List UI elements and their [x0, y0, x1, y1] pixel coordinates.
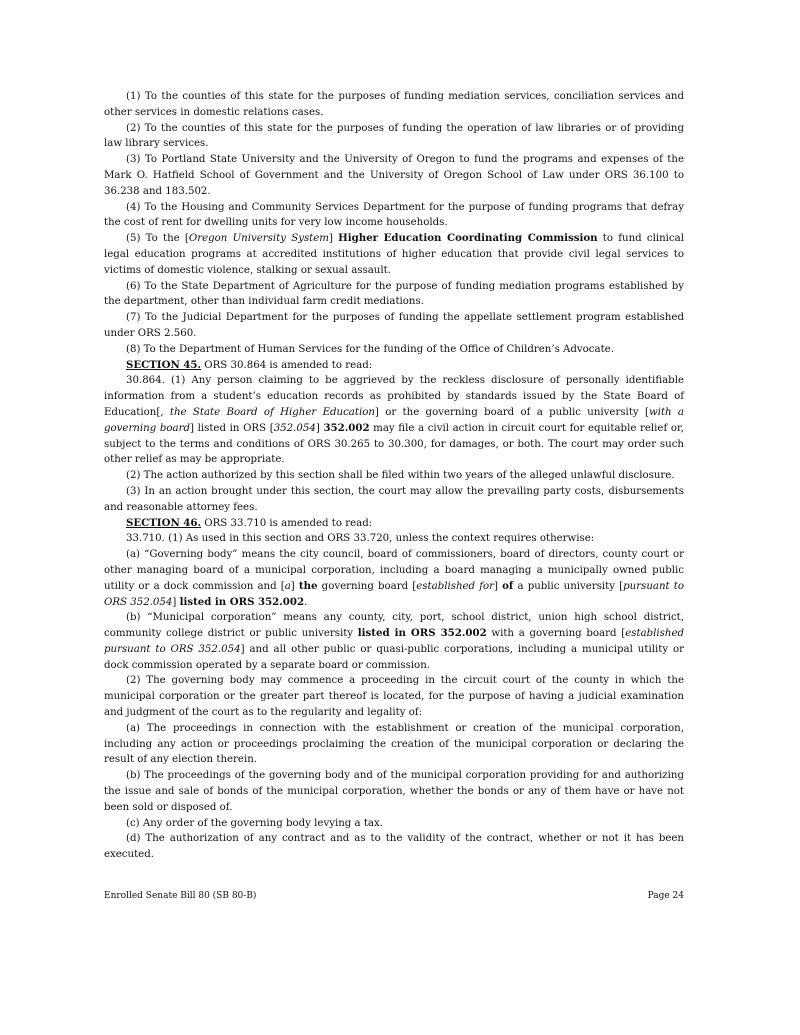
footer-page-number: Page 24 [647, 891, 684, 901]
text-segment: the State Board of Higher Education [169, 406, 375, 418]
text-segment: a public university [ [513, 580, 624, 592]
text-segment: (7) To the Judicial Department for the purposes of funding the appellate settlement program established under ORS 2.560. [104, 312, 684, 339]
text-segment: pursuant to ORS 352.054 [104, 580, 684, 608]
paragraph-p16 [104, 610, 684, 673]
text-segment: (b) “Municipal corporation” means any county, city, port, school district, union high school district, community college district or public university [104, 612, 684, 640]
text-segment: with a governing board [104, 406, 684, 434]
text-segment: (a) “Governing body” means the city council, board of commissioners, board of directors, county court or other managing board of a municipal corporation, including a board managing a municipally owned public utility or a dock commission and [ [104, 549, 684, 592]
paragraph-p8 [104, 342, 684, 358]
text-segment: (c) Any order of the governing body levying a tax. [126, 817, 383, 829]
text-segment: (4) To the Housing and Community Services Department for the purpose of funding programs that defray the cost of rent for dwelling units for very low income households. [104, 201, 684, 229]
text-segment: (8) To the Department of Human Services for the funding of the Office of Children’s Advocate. [126, 343, 614, 355]
section-heading: SECTION 46. [126, 516, 202, 529]
paragraph-p5 [104, 231, 684, 278]
text-segment: to fund clinical legal education programs at accredited institutions of higher education that provide civil legal services to victims of domestic violence, stalking or sexual assault. [104, 233, 684, 276]
paragraph-p7 [104, 310, 684, 342]
paragraph-p3 [104, 152, 684, 199]
text-segment: Oregon University System [188, 233, 329, 245]
text-segment: 30.864. (1) Any person claiming to be aggrieved by the reckless disclosure of personally identifiable information from a student’s education records as prohibited by standards issued by the State Board of Education[, [104, 375, 684, 418]
text-segment: ORS 33.710 is amended to read: [201, 517, 373, 529]
text-segment: (6) To the State Department of Agriculture for the purpose of funding mediation programs established by the department, other than individual farm credit mediations. [104, 280, 684, 308]
paragraph-p13 [104, 516, 684, 532]
text-segment: ORS 30.864 is amended to read: [201, 359, 373, 371]
text-segment: ] [315, 422, 324, 434]
paragraph-p2 [104, 121, 684, 153]
text-segment: 352.054 [273, 422, 316, 434]
text-segment: ] [290, 580, 299, 592]
text-segment: . [304, 596, 308, 608]
text-segment: ] listed in ORS [ [189, 422, 274, 434]
text-segment: (5) To the [ [126, 233, 189, 245]
paragraph-p12 [104, 484, 684, 516]
paragraph-p6 [104, 279, 684, 311]
paragraph-p1 [104, 89, 684, 121]
text-segment: of [502, 579, 514, 592]
text-segment: the [298, 579, 318, 592]
paragraph-p19 [104, 768, 684, 815]
paragraph-p9 [104, 358, 684, 374]
text-segment: ] or the governing board of a public university [ [374, 406, 649, 418]
text-segment: ] and all other public or quasi-public corporations, including a municipal utility or dock commission operated by a separate board or commission. [104, 643, 685, 671]
paragraph-p15 [104, 547, 684, 610]
text-segment: (d) The authorization of any contract and as to the validity of the contract, whether or not it has been executed. [104, 833, 684, 861]
paragraph-p21 [104, 831, 684, 863]
paragraph-p18 [104, 721, 684, 768]
text-segment: listed in ORS 352.002 [179, 595, 305, 608]
text-segment: established for [416, 580, 495, 592]
text-segment: (b) The proceedings of the governing body and of the municipal corporation providing for and authorizing the issue and sale of bonds of the municipal corporation, whether the bonds or any of them have or have not been sold or disposed of. [104, 770, 684, 813]
text-segment: (3) In an action brought under this section, the court may allow the prevailing party costs, disbursements and reasonable attorney fees. [104, 485, 684, 513]
paragraph-p17 [104, 673, 684, 720]
paragraph-p14 [104, 531, 684, 547]
text-segment: 352.002 [323, 421, 370, 434]
text-segment: 33.710. (1) As used in this section and ORS 33.720, unless the context requires otherwise: [126, 533, 595, 545]
bill-text [104, 89, 684, 863]
paragraph-p20 [104, 816, 684, 832]
text-segment: (2) To the counties of this state for the purposes of funding the operation of law libraries or of providing law library services. [104, 122, 684, 150]
text-segment: (2) The governing body may commence a proceeding in the circuit court of the county in which the municipal corporation or the greater part thereof is located, for the purpose of having a judicial examination and judgment of the court as to the regularity and legality of: [104, 675, 684, 719]
page-footer [104, 891, 684, 901]
text-segment: established pursuant to ORS 352.054 [104, 628, 684, 655]
paragraph-p4 [104, 200, 684, 232]
footer-bill-title: Enrolled Senate Bill 80 (SB 80-B) [104, 891, 257, 901]
text-segment: governing board [ [317, 580, 417, 592]
paragraph-p10 [104, 373, 684, 468]
text-segment: listed in ORS 352.002 [357, 627, 487, 640]
text-segment: with a governing board [ [486, 628, 626, 640]
paragraph-p11 [104, 468, 684, 484]
text-segment: ] [328, 233, 339, 245]
text-segment: (a) The proceedings in connection with the establishment or creation of the municipal corporation, including any action or proceedings proclaiming the creation of the municipal corporation or declaring the result of any election therein. [104, 722, 684, 766]
text-segment: may file a civil action in circuit court for equitable relief or, subject to the terms and conditions of ORS 30.265 to 30.300, for damages, or both. The court may order such other relief as may be appropriate. [104, 422, 684, 466]
section-heading: SECTION 45. [126, 358, 202, 371]
text-segment: ] [172, 596, 180, 608]
text-segment: (1) To the counties of this state for the purposes of funding mediation services, conciliation services and other services in domestic relations cases. [104, 91, 684, 118]
text-segment: a [284, 580, 291, 592]
text-segment: (2) The action authorized by this section shall be filed within two years of the alleged unlawful disclosure. [126, 470, 675, 482]
text-segment: ] [494, 580, 503, 592]
text-segment: Higher Education Coordinating Commission [338, 232, 598, 245]
text-segment: (3) To Portland State University and the University of Oregon to fund the programs and expenses of the Mark O. Hatfield School of Government and the University of Oregon School of Law under ORS 36.100 to 36.238 and 183.502. [104, 154, 684, 197]
